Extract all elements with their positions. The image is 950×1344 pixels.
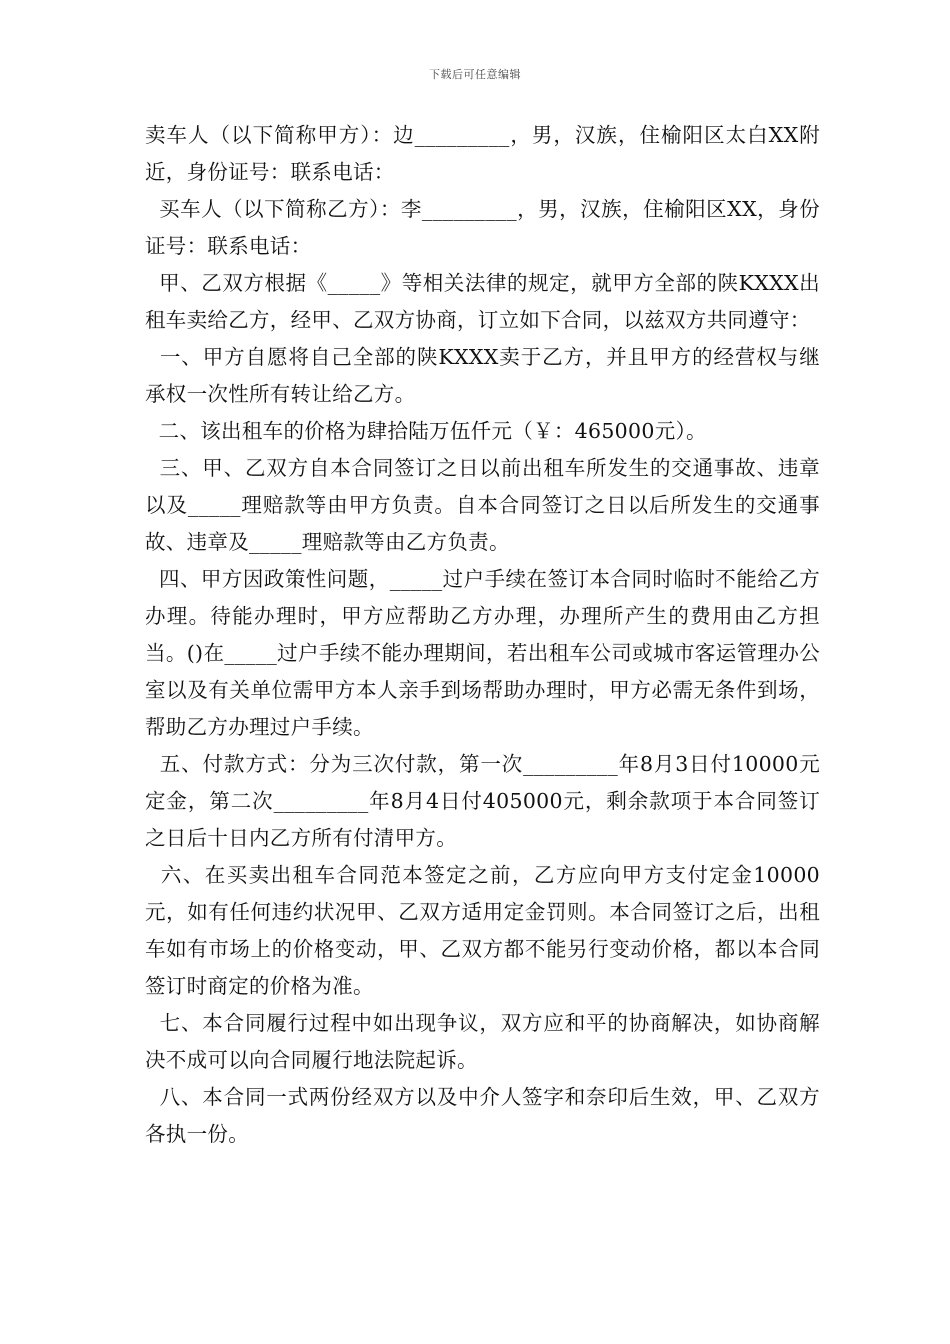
- paragraph-clause-5: 五、付款方式：分为三次付款，第一次_________年8月3日付10000元定金，第二次_________年8月4日付405000元，剩余款项于本合同签订之日后十日内乙方所有付清甲方。: [145, 752, 820, 850]
- paragraph-seller: 卖车人（以下简称甲方）：边_________，男，汉族，住榆阳区太白XX附近，身份证号：联系电话：: [145, 123, 820, 184]
- paragraph-preamble: 甲、乙双方根据《_____》等相关法律的规定，就甲方全部的陕KXXX出租车卖给乙方，经甲、乙双方协商，订立如下合同，以兹双方共同遵守：: [145, 271, 820, 332]
- header-note: 下载后可任意编辑: [429, 68, 521, 81]
- paragraph-clause-2: 二、该出租车的价格为肆拾陆万伍仟元（￥：465000元）。: [145, 419, 707, 443]
- paragraph-clause-3: 三、甲、乙双方自本合同签订之日以前出租车所发生的交通事故、违章以及_____理赔款等由甲方负责。自本合同签订之日以后所发生的交通事故、违章及_____理赔款等由乙方负责。: [145, 456, 820, 554]
- paragraph-clause-8: 八、本合同一式两份经双方以及中介人签字和奈印后生效，甲、乙双方各执一份。: [145, 1085, 820, 1146]
- paragraph-buyer: 买车人（以下简称乙方）：李_________，男，汉族，住榆阳区XX，身份证号：联系电话：: [145, 197, 820, 258]
- paragraph-clause-6: 六、在买卖出租车合同范本签定之前，乙方应向甲方支付定金10000元，如有任何违约状况甲、乙双方适用定金罚则。本合同签订之后，出租车如有市场上的价格变动，甲、乙双方都不能另行变动价格，都以本合同签订时商定的价格为准。: [145, 863, 821, 998]
- contract-body: [145, 117, 820, 1153]
- paragraph-clause-1: 一、甲方自愿将自己全部的陕KXXX卖于乙方，并且甲方的经营权与继承权一次性所有转让给乙方。: [145, 345, 820, 406]
- paragraph-clause-7: 七、本合同履行过程中如出现争议，双方应和平的协商解决，如协商解决不成可以向合同履行地法院起诉。: [145, 1011, 820, 1072]
- paragraph-clause-4: 四、甲方因政策性问题，_____过户手续在签订本合同时临时不能给乙方办理。待能办理时，甲方应帮助乙方办理，办理所产生的费用由乙方担当。()在_____过户手续不能办理期间，若出租车公司或城市客运管理办公室以及有关单位需甲方本人亲手到场帮助办理时，甲方必需无条件到场，帮助乙方办理过户手续。: [145, 567, 820, 739]
